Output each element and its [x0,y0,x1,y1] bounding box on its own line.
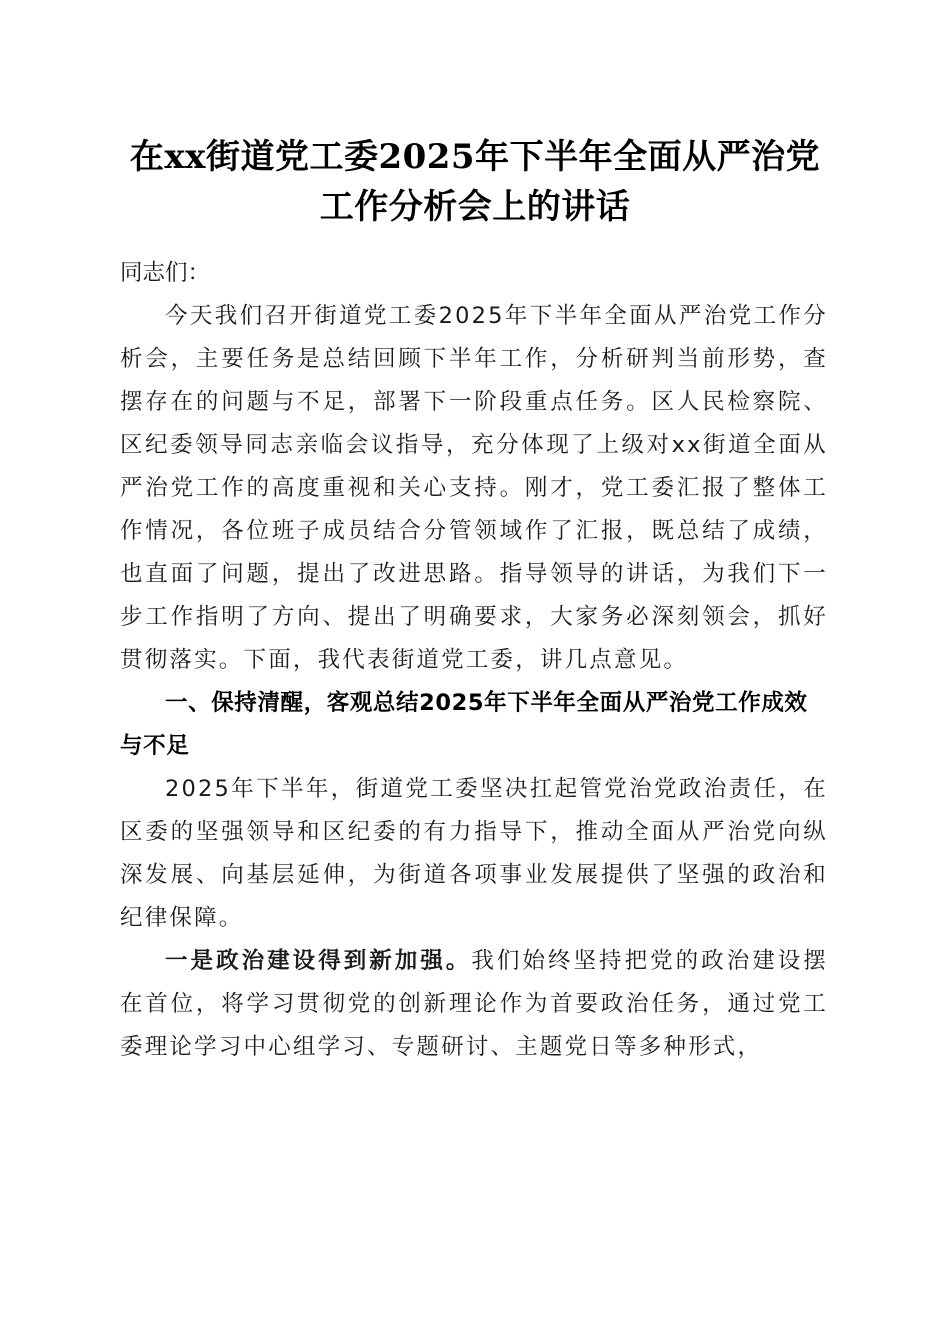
political-building-paragraph [120,940,828,1069]
section-heading-1: 一、保持清醒，客观总结2025年下半年全面从严治党工作成效与不足 [120,690,808,759]
summary-paragraph: 2025年下半年，街道党工委坚决扛起管党治党政治责任，在区委的坚强领导和区纪委的有力指导下，推动全面从严治党向纵深发展、向基层延伸，为街道各项事业发展提供了坚强的政治和纪律保障。 [120,776,828,931]
title-line-2: 工作分析会上的讲话 [319,187,631,227]
paragraph-lead: 一是政治建设得到新加强。 [165,948,472,974]
title-line-1: 在xx街道党工委2025年下半年全面从严治党 [129,137,821,177]
salutation: 同志们： [120,260,211,286]
document-body [120,252,828,1069]
opening-paragraph: 今天我们召开街道党工委2025年下半年全面从严治党工作分析会，主要任务是总结回顾下半年工作，分析研判当前形势，查摆存在的问题与不足，部署下一阶段重点任务。区人民检察院、区纪委领导同志亲临会议指导，充分体现了上级对xx街道全面从严治党工作的高度重视和关心支持。刚才，党工委汇报了整体工作情况，各位班子成员结合分管领域作了汇报，既总结了成绩，也直面了问题，提出了改进思路。指导领导的讲话，为我们下一步工作指明了方向、提出了明确要求，大家务必深刻领会，抓好贯彻落实。下面，我代表街道党工委，讲几点意见。 [120,303,828,673]
paragraph-text: 我们始终坚持把党的政治建设摆在首位，将学习贯彻党的创新理论作为首要政治任务，通过党工委理论学习中心组学习、专题研讨、主题党日等多种形式， [120,948,828,1060]
document-title [100,132,850,232]
